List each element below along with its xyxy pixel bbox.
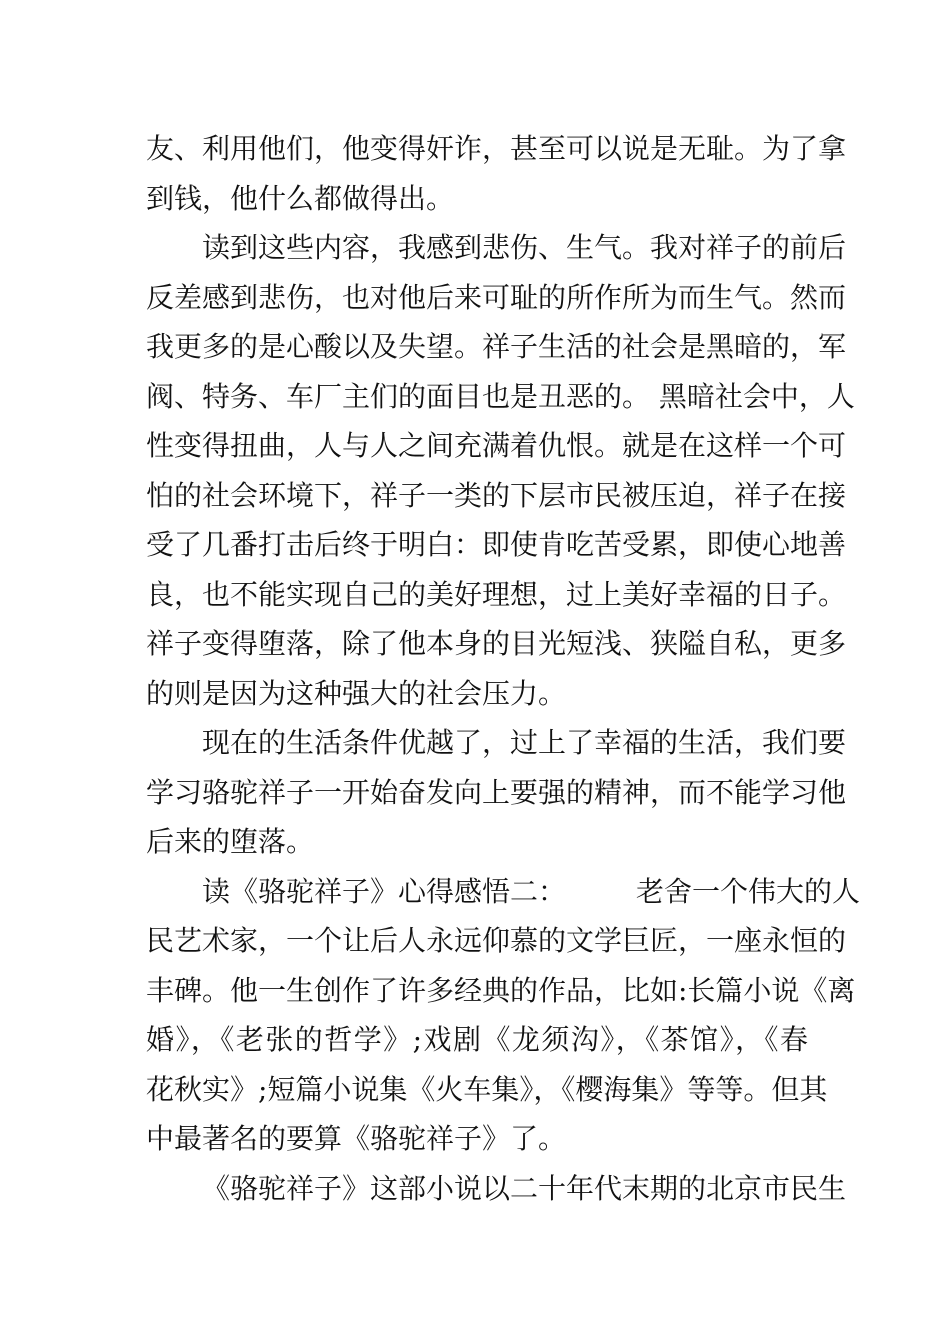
text-line: 到钱，他什么都做得出。 bbox=[146, 181, 455, 215]
text-line: 现在的生活条件优越了，过上了幸福的生活，我们要 bbox=[202, 726, 847, 759]
text-line: 中最著名的要算《骆驼祥子》了。 bbox=[146, 1122, 567, 1155]
text-line: 读《骆驼祥子》心得感悟二： 老舍一个伟大的人 bbox=[202, 874, 861, 908]
text-line: 受了几番打击后终于明白：即使肯吃苦受累，即使心地善 bbox=[146, 528, 847, 561]
text-line: 丰碑。他一生创作了许多经典的作品，比如:长篇小说《离 bbox=[146, 973, 856, 1007]
text-line: 后来的堕落。 bbox=[146, 825, 315, 858]
text-line: 怕的社会环境下，祥子一类的下层市民被压迫，祥子在接 bbox=[146, 478, 847, 512]
text-line: 花秋实》;短篇小说集《火车集》，《樱海集》等等。但其 bbox=[146, 1072, 828, 1106]
text-line: 我更多的是心酸以及失望。祥子生活的社会是黑暗的，军 bbox=[146, 330, 847, 363]
text-line: 反差感到悲伤，也对他后来可耻的所作所为而生气。然而 bbox=[146, 280, 847, 314]
text-line: 民艺术家，一个让后人永远仰慕的文学巨匠，一座永恒的 bbox=[146, 924, 847, 957]
text-line: 良，也不能实现自己的美好理想，过上美好幸福的日子。 bbox=[146, 577, 847, 611]
text-line: 阀、特务、车厂主们的面目也是丑恶的。 黑暗社会中，人 bbox=[146, 379, 855, 413]
document-body bbox=[146, 124, 861, 1213]
text-line: 婚》，《老张的哲学》;戏剧《龙须沟》，《茶馆》，《春 bbox=[146, 1023, 808, 1056]
text-line: 《骆驼祥子》这部小说以二十年代末期的北京市民生 bbox=[202, 1171, 847, 1205]
text-line: 的则是因为这种强大的社会压力。 bbox=[146, 676, 567, 710]
text-line: 读到这些内容，我感到悲伤、生气。我对祥子的前后 bbox=[202, 231, 847, 264]
text-line: 祥子变得堕落，除了他本身的目光短浅、狭隘自私，更多 bbox=[146, 627, 847, 660]
text-line: 性变得扭曲，人与人之间充满着仇恨。就是在这样一个可 bbox=[146, 429, 847, 462]
text-line: 友、利用他们，他变得奸诈，甚至可以说是无耻。为了拿 bbox=[146, 132, 847, 165]
text-line: 学习骆驼祥子一开始奋发向上要强的精神，而不能学习他 bbox=[146, 775, 847, 809]
